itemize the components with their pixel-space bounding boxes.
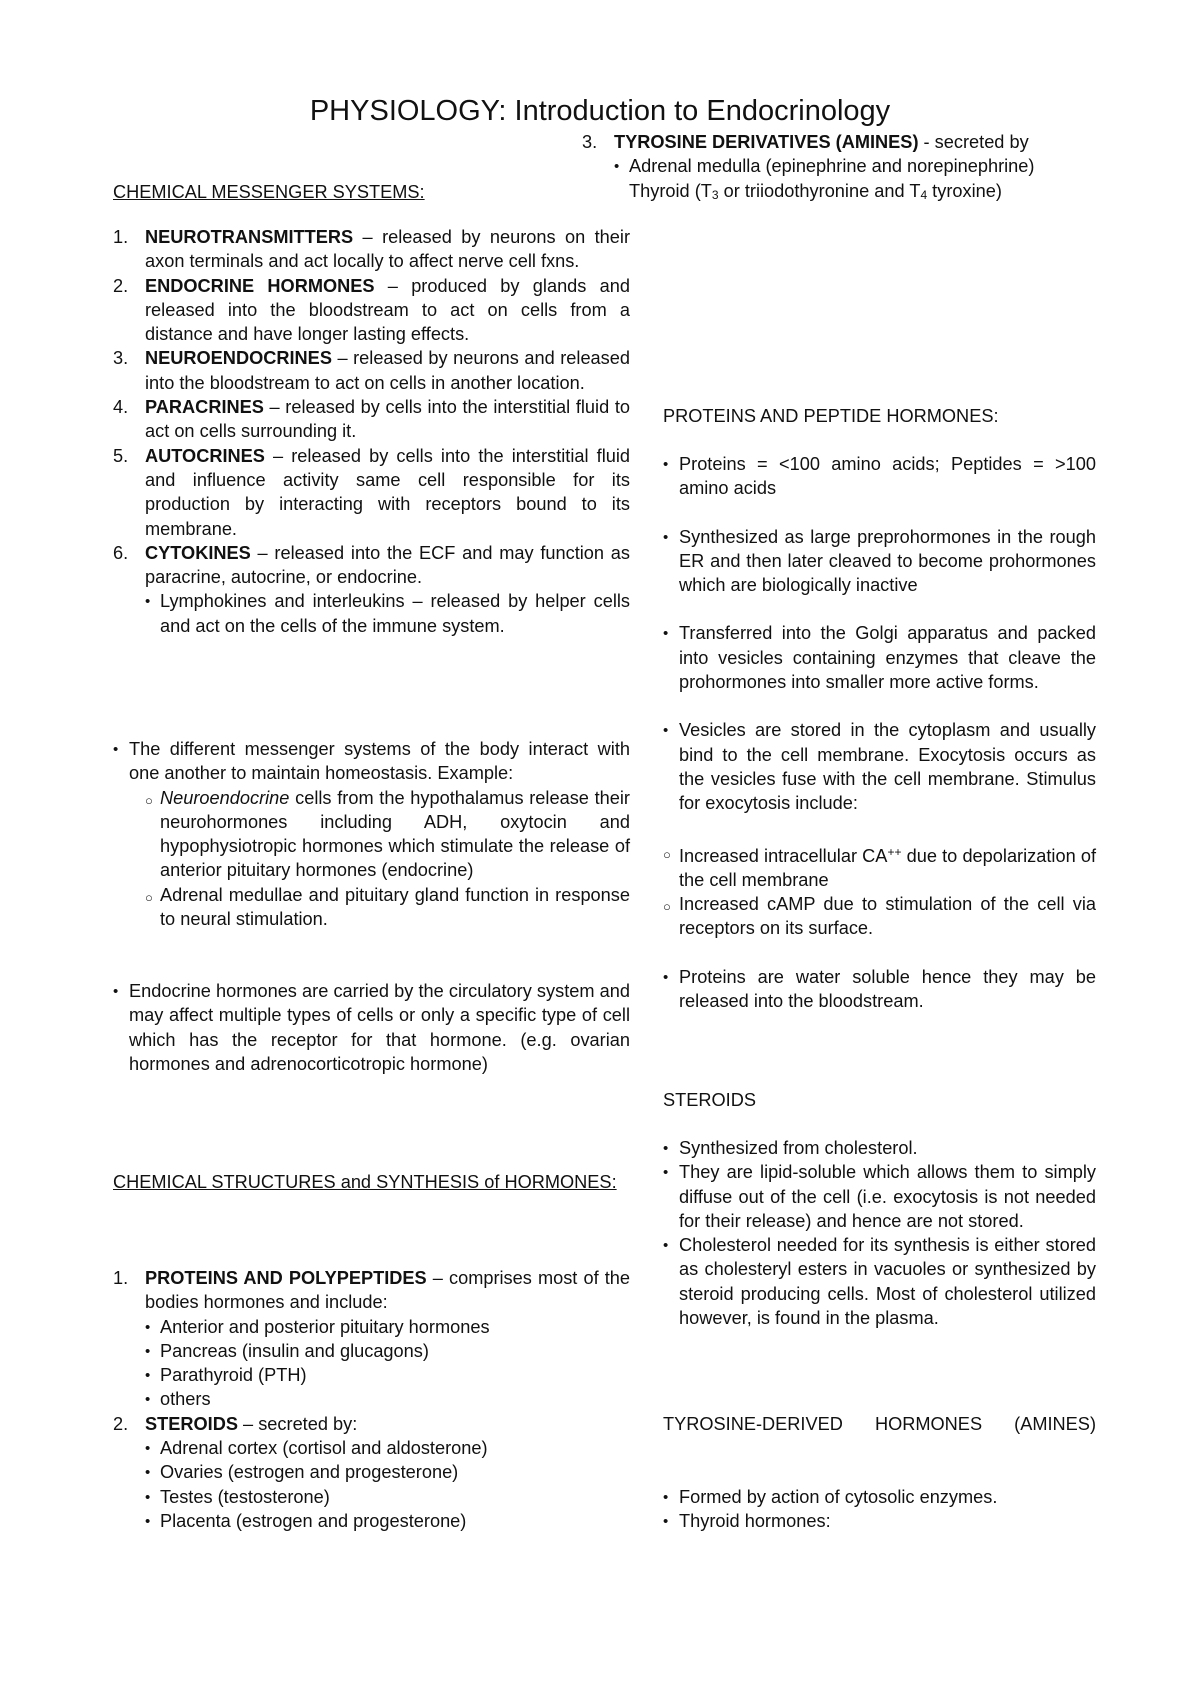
list-item: • The different messenger systems of the body interact with one another to maintain homeostasis. Example: <box>113 739 630 784</box>
bullet-icon: • <box>663 625 669 643</box>
tyrosine-derived-bullets <box>663 1485 1096 1534</box>
list-item: 3. NEUROENDOCRINES – released by neurons and released into the bloodstream to act on cells in another location. <box>113 348 630 393</box>
list-item: • Adrenal medulla (epinephrine and norepinephrine) <box>582 154 1096 178</box>
list-item: • Cholesterol needed for its synthesis is either stored as cholesteryl esters in vacuoles or synthesized by steroid producing cells. Most of cholesterol utilized however, is found in the plasma. <box>663 1235 1096 1329</box>
bullet-icon: • <box>145 1318 151 1336</box>
bullet-icon: • <box>663 528 669 546</box>
list-item: • Anterior and posterior pituitary hormones <box>113 1315 630 1339</box>
list-item: • others <box>113 1387 630 1411</box>
circle-bullet-icon: ○ <box>663 846 671 862</box>
messenger-systems-heading: CHEMICAL MESSENGER SYSTEMS: <box>113 182 425 202</box>
bullet-icon: • <box>113 741 119 758</box>
tyrosine-derivatives-item <box>582 130 1096 207</box>
bullet-icon: • <box>663 1237 669 1255</box>
list-item: 3. TYROSINE DERIVATIVES (AMINES) - secreted by <box>582 132 1029 152</box>
list-item: • Endocrine hormones are carried by the circulatory system and may affect multiple types of cells or only a specific type of cell which has the receptor for that hormone. (e.g. ovarian hormones and adrenocorticotropic hormone) <box>113 981 630 1074</box>
steroids-heading: STEROIDS <box>663 1090 756 1110</box>
bullet-icon: • <box>145 1464 151 1482</box>
list-item: 5. AUTOCRINES – released by cells into the interstitial fluid and influence activity same cell responsible for its production by interacting with receptors bound to its membrane. <box>113 445 630 539</box>
bullet-icon: • <box>663 722 669 740</box>
circle-bullet-icon: ○ <box>145 792 153 808</box>
list-item: • Formed by action of cytosolic enzymes. <box>663 1485 1096 1509</box>
circulatory-block <box>113 979 630 1076</box>
list-item: • Parathyroid (PTH) <box>113 1363 630 1387</box>
structures-heading: CHEMICAL STRUCTURES and SYNTHESIS of HORMONES: <box>113 1172 617 1192</box>
bullet-icon: • <box>663 1489 669 1506</box>
list-item: • They are lipid-soluble which allows them to simply diffuse out of the cell (i.e. exocytosis is not needed for their release) and hence are not stored. <box>663 1162 1096 1231</box>
list-item: • Proteins are water soluble hence they may be released into the bloodstream. <box>663 966 1096 1012</box>
list-item: ○ Increased intracellular CA++ due to depolarization of the cell membrane <box>663 844 1097 890</box>
list-item: 4. PARACRINES – released by cells into the interstitial fluid to act on cells surrounding it. <box>113 397 630 442</box>
bullet-icon: • <box>145 1342 151 1360</box>
list-item: • Thyroid hormones: <box>663 1509 1096 1533</box>
list-item: • Synthesized from cholesterol. <box>663 1136 1096 1160</box>
peptide-hormones-heading: PROTEINS AND PEPTIDE HORMONES: <box>663 406 999 426</box>
peptide-bullets <box>663 452 1096 1013</box>
bullet-icon: • <box>663 968 669 986</box>
list-item: ○ Increased cAMP due to stimulation of the cell via receptors on its surface. <box>663 894 1096 939</box>
bullet-icon: • <box>663 456 669 473</box>
list-item: • Pancreas (insulin and glucagons) <box>113 1339 630 1363</box>
list-item: 2. STEROIDS – secreted by: <box>113 1413 358 1434</box>
list-item: 2. ENDOCRINE HORMONES – produced by glands and released into the bloodstream to act on cells from a distance and have longer lasting effects. <box>113 275 631 345</box>
list-item: Thyroid ($T_3$ or triiodothyronine and $T_4$ tyroxine) <box>629 180 1002 202</box>
list-item: ○ Neuroendocrine cells from the hypothalamus release their neurohormones including ADH, oxytocin and hypophysiotropic hormones which stimulate the release of anterior pituitary hormones (endocrine) <box>145 787 630 881</box>
list-item: • Transferred into the Golgi apparatus and packed into vesicles containing enzymes that cleave the prohormones into smaller more active forms. <box>663 623 1096 693</box>
list-item: 1. NEUROTRANSMITTERS – released by neurons on their axon terminals and act locally to affect nerve cell fxns. <box>113 227 630 272</box>
list-item: • Ovaries (estrogen and progesterone) <box>113 1460 630 1484</box>
page-title: PHYSIOLOGY: Introduction to Endocrinology <box>309 95 891 127</box>
bullet-icon: • <box>614 158 620 176</box>
bullet-icon: • <box>145 593 151 611</box>
bullet-icon: • <box>663 1140 669 1157</box>
list-item: • Testes (testosterone) <box>113 1485 630 1509</box>
tyrosine-derived-heading: TYROSINE-DERIVED HORMONES (AMINES) <box>663 1414 1096 1434</box>
hormone-classes-list <box>113 1266 630 1533</box>
bullet-icon: • <box>145 1512 151 1530</box>
list-item: • Adrenal cortex (cortisol and aldosterone) <box>113 1436 630 1460</box>
list-item: • Proteins = <100 amino acids; Peptides = >100 amino acids <box>663 454 1096 499</box>
list-item: • Placenta (estrogen and progesterone) <box>113 1509 630 1533</box>
list-item: 6. CYTOKINES – released into the ECF and may function as paracrine, autocrine, or endocrine. <box>113 542 630 588</box>
circle-bullet-icon: ○ <box>663 899 671 915</box>
bullet-icon: • <box>145 1488 151 1506</box>
bullet-icon: • <box>145 1367 151 1385</box>
list-item: 1. PROTEINS AND POLYPEPTIDES – comprises most of the bodies hormones and include: <box>113 1268 630 1313</box>
list-item: • Lymphokines and interleukins – released by helper cells and act on the cells of the immune system. <box>145 591 630 636</box>
circle-bullet-icon: ○ <box>145 889 153 905</box>
bullet-icon: • <box>663 1164 669 1182</box>
bullet-icon: • <box>145 1440 151 1458</box>
list-item: ○ Adrenal medullae and pituitary gland function in response to neural stimulation. <box>145 884 630 930</box>
list-item: • Vesicles are stored in the cytoplasm and usually bind to the cell membrane. Exocytosis occurs as the vesicles fuse with the cell membrane. Stimulus for exocytosis include: <box>663 720 1096 814</box>
bullet-icon: • <box>145 1391 151 1409</box>
list-item: • Synthesized as large preprohormones in the rough ER and then later cleaved to become prohormones which are biologically inactive <box>663 526 1096 596</box>
bullet-icon: • <box>113 983 119 1000</box>
messenger-list <box>113 225 630 638</box>
interaction-block <box>113 737 630 931</box>
bullet-icon: • <box>663 1513 669 1531</box>
steroid-bullets <box>663 1136 1096 1330</box>
